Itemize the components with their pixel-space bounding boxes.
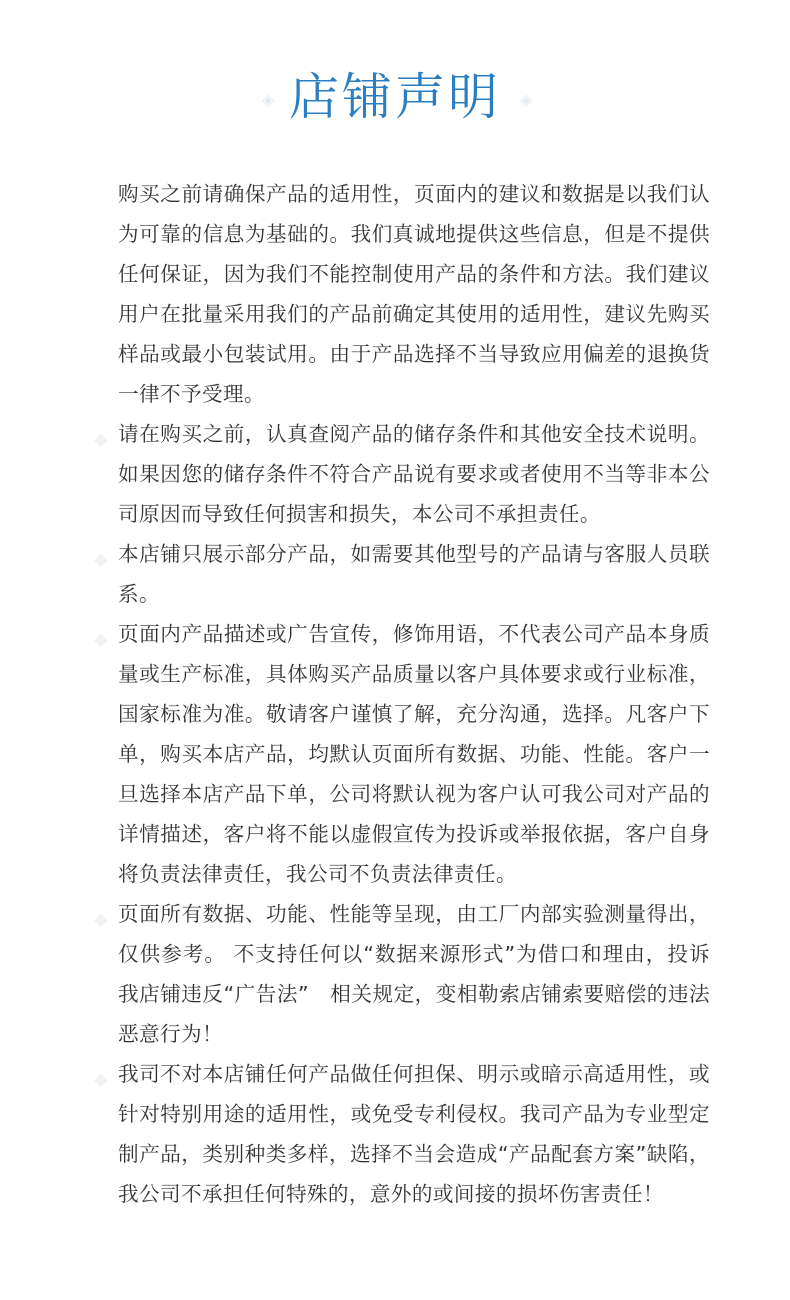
paragraph-text: 页面所有数据、功能、性能等呈现，由工厂内部实验测量得出，仅供参考。 不支持任何以“数据来源形式”为借口和理由，投诉我店铺违反“广告法” 相关规定，变相勒索店铺索要赔偿的违法恶意行为！	[118, 902, 710, 1046]
title-area	[0, 62, 790, 132]
paragraph-text: 我司不对本店铺任何产品做任何担保、明示或暗示高适用性，或针对特别用途的适用性，或免受专利侵权。我司产品为专业型定制产品，类别种类多样，选择不当会造成“产品配套方案”缺陷，我公司不承担任何特殊的，意外的或间接的损坏伤害责任！	[118, 1062, 710, 1206]
title-right-ornament-icon: ◈	[520, 90, 533, 109]
declaration-paragraph-6	[94, 1054, 710, 1214]
declaration-paragraph-4	[94, 614, 710, 894]
paragraph-text: 本店铺只展示部分产品，如需要其他型号的产品请与客服人员联系。	[118, 542, 710, 606]
page-title: 店铺声明	[289, 68, 501, 126]
paragraph-marker-icon: ◆	[94, 1069, 109, 1090]
paragraph-marker-icon: ◆	[94, 549, 109, 570]
declaration-paragraph-3	[94, 534, 710, 614]
declaration-paragraph-2	[94, 414, 710, 534]
title-left-ornament-icon: ◈	[262, 90, 275, 109]
paragraph-marker-icon: ◆	[94, 429, 109, 450]
declaration-body	[94, 174, 710, 1214]
paragraph-text: 页面内产品描述或广告宣传，修饰用语，不代表公司产品本身质量或生产标准，具体购买产品质量以客户具体要求或行业标准，国家标准为准。敬请客户谨慎了解，充分沟通，选择。凡客户下单，购买本店产品，均默认页面所有数据、功能、性能。客户一旦选择本店产品下单，公司将默认视为客户认可我公司对产品的详情描述，客户将不能以虚假宣传为投诉或举报依据，客户自身将负责法律责任，我公司不负责法律责任。	[118, 622, 710, 886]
declaration-paragraph-1	[118, 174, 710, 414]
paragraph-text: 请在购买之前，认真查阅产品的储存条件和其他安全技术说明。如果因您的储存条件不符合产品说有要求或者使用不当等非本公司原因而导致任何损害和损失，本公司不承担责任。	[118, 422, 710, 526]
paragraph-marker-icon: ◆	[94, 629, 109, 650]
paragraph-marker-icon: ◆	[94, 909, 109, 930]
declaration-paragraph-5	[94, 894, 710, 1054]
paragraph-text: 购买之前请确保产品的适用性，页面内的建议和数据是以我们认为可靠的信息为基础的。我们真诚地提供这些信息，但是不提供任何保证，因为我们不能控制使用产品的条件和方法。我们建议用户在批量采用我们的产品前确定其使用的适用性，建议先购买样品或最小包装试用。由于产品选择不当导致应用偏差的退换货一律不予受理。	[118, 182, 710, 406]
